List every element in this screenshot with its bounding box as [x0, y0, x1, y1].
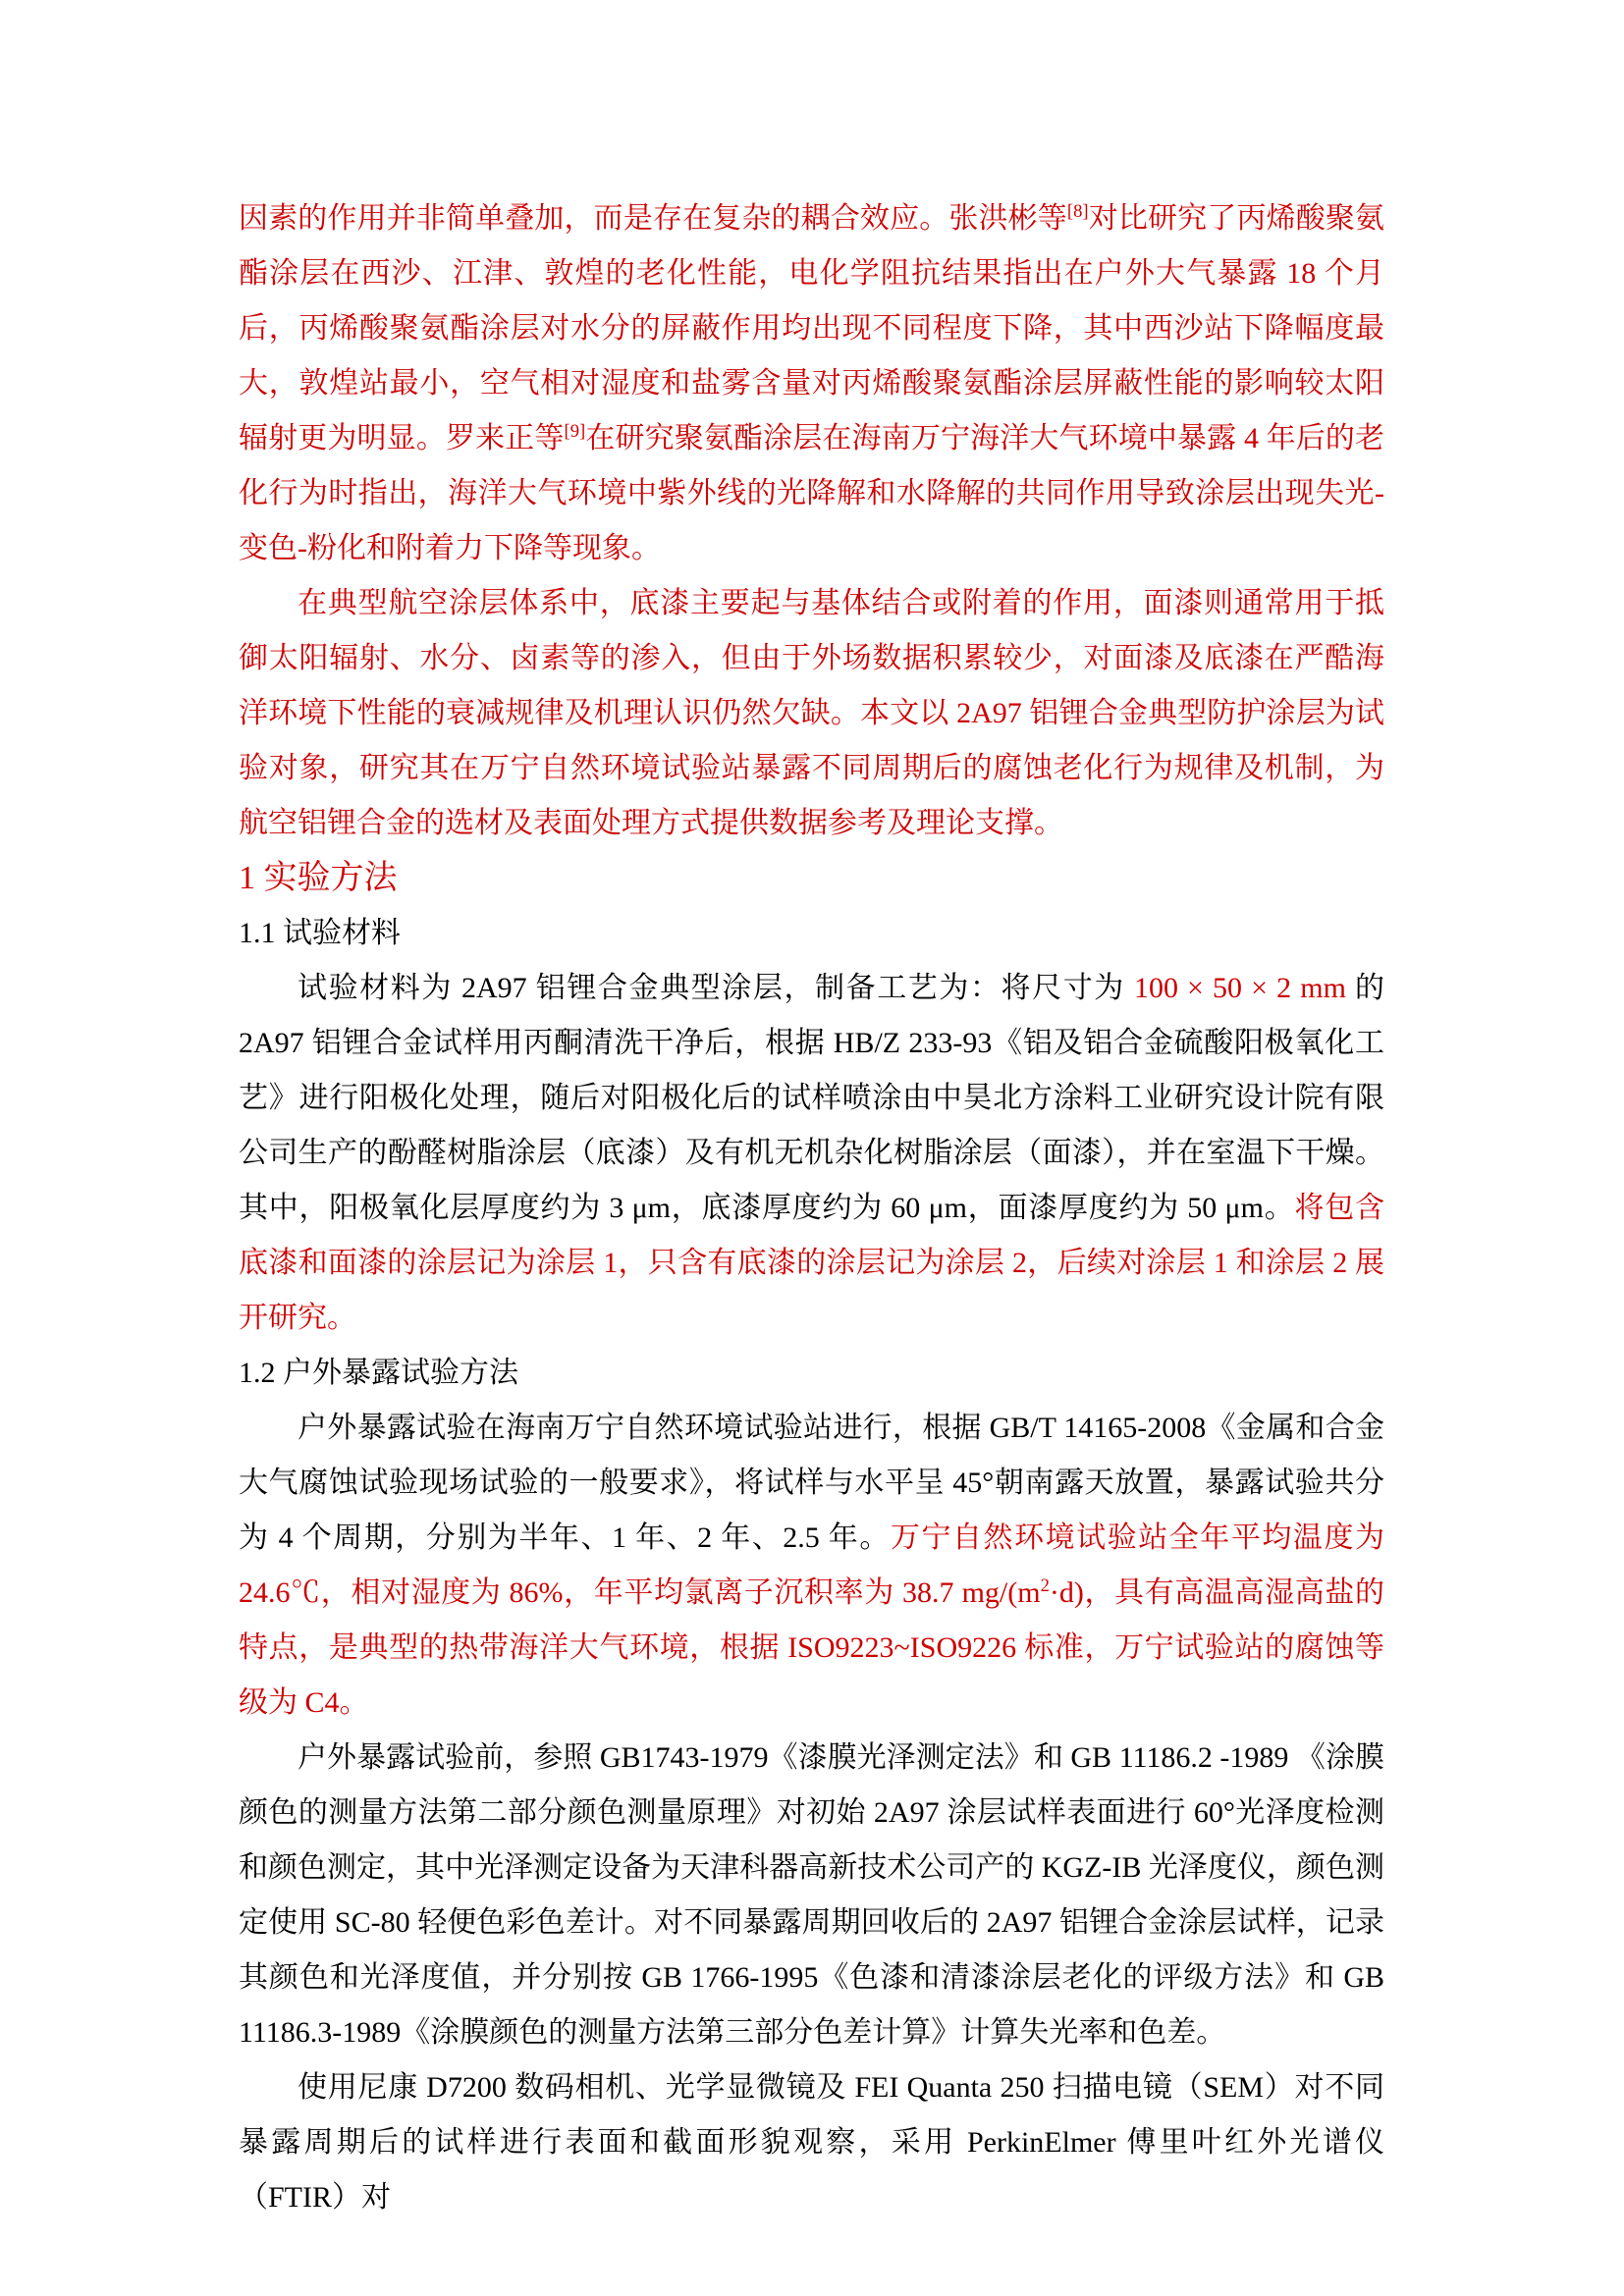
text-run: 1.1 试验材料 — [239, 917, 401, 949]
text-run: 将包含底漆和面漆的涂层记为涂层 1，只含有底漆的涂层记为涂层 2，后续对涂层 1 和涂层 2 展开研究。 — [239, 1192, 1384, 1334]
text-run: 户外暴露试验在海南万宁自然环境试验站进行，根据 GB/T 14165-2008《金属和合金大气腐蚀试验现场试验的一般要求》，将试样与水平呈 45°朝南露天放置，暴露试验共分为 4 个周期，分别为半年、1 年、2 年、2.5 年。 — [239, 1412, 1384, 1554]
subsection-heading-outdoor-exposure-method — [239, 1346, 1384, 1401]
paragraph-morphology-instruments — [239, 2060, 1384, 2225]
text-run: 对比研究了丙烯酸聚氨酯涂层在西沙、江津、敦煌的老化性能，电化学阻抗结果指出在户外大气暴露 18 个月后，丙烯酸聚氨酯涂层对水分的屏蔽作用均出现不同程度下降，其中西沙站下降幅度最大，敦煌站最小，空气相对湿度和盐雾含量对丙烯酸聚氨酯涂层屏蔽性能的影响较太阳辐射更为明显。罗来正等 — [239, 202, 1385, 454]
paragraph-gloss-color-measurement — [239, 1731, 1384, 2060]
text-run: ·d)，具有高温高湿高盐的特点，是典型的热带海洋大气环境，根据 ISO9223~ISO9226 标准，万宁试验站的腐蚀等级为 C4。 — [239, 1576, 1384, 1719]
text-run: 万宁自然环境试验站全年平均温度为 24.6℃，相对湿度为 86%，年平均氯离子沉积率为 38.7 mg/(m — [239, 1522, 1385, 1609]
text-run: 试验材料为 2A97 铝锂合金典型涂层，制备工艺为：将尺寸为 — [298, 972, 1134, 1004]
paragraph-exposure-site — [239, 1401, 1384, 1731]
text-run: 1.2 户外暴露试验方法 — [239, 1357, 518, 1389]
text-run: 使用尼康 D7200 数码相机、光学显微镜及 FEI Quanta 250 扫描电镜（SEM）对不同暴露周期后的试样进行表面和截面形貌观察，采用 PerkinElmer 傅里叶红外光谱仪（FTIR）对 — [239, 2071, 1385, 2214]
document-content — [239, 191, 1384, 2225]
section-heading-experimental-methods — [239, 851, 1384, 906]
subsection-heading-test-materials — [239, 906, 1384, 961]
text-run: 100 × 50 × 2 mm — [1133, 972, 1346, 1004]
text-run: 1 实验方法 — [239, 860, 398, 896]
text-run: 在研究聚氨酯涂层在海南万宁海洋大气环境中暴露 4 年后的老化行为时指出，海洋大气环境中紫外线的光降解和水降解的共同作用导致涂层出现失光-变色-粉化和附着力下降等现象。 — [239, 422, 1385, 564]
superscript-reference: [8] — [1066, 201, 1089, 222]
superscript-reference: 2 — [1040, 1575, 1050, 1596]
superscript-reference: [9] — [564, 421, 586, 442]
text-run: 在典型航空涂层体系中，底漆主要起与基体结合或附着的作用，面漆则通常用于抵御太阳辐射、水分、卤素等的渗入，但由于外场数据积累较少，对面漆及底漆在严酷海洋环境下性能的衰减规律及机理认识仍然欠缺。本文以 2A97 铝锂合金典型防护涂层为试验对象，研究其在万宁自然环境试验站暴露不同周期后的腐蚀老化行为规律及机制，为航空铝锂合金的选材及表面处理方式提供数据参考及理论支撑。 — [239, 587, 1384, 839]
paragraph-research-purpose — [239, 576, 1384, 851]
text-run: 的 2A97 铝锂合金试样用丙酮清洗干净后，根据 HB/Z 233-93《铝及铝合金硫酸阳极氧化工艺》进行阳极化处理，随后对阳极化后的试样喷涂由中昊北方涂料工业研究设计院有限公司生产的酚醛树脂涂层（底漆）及有机无机杂化树脂涂层（面漆），并在室温下干燥。其中，阳极氧化层厚度约为 3 μm，底漆厚度约为 60 μm，面漆厚度约为 50 μm。 — [239, 972, 1384, 1224]
paragraph-test-materials — [239, 961, 1384, 1346]
paragraph-literature-review — [239, 191, 1384, 576]
text-run: 户外暴露试验前，参照 GB1743-1979《漆膜光泽测定法》和 GB 11186.2 -1989 《涂膜颜色的测量方法第二部分颜色测量原理》对初始 2A97 涂层试样表面进行 60°光泽度检测和颜色测定，其中光泽测定设备为天津科器高新技术公司产的 KGZ-IB 光泽度仪，颜色测定使用 SC-80 轻便色彩色差计。对不同暴露周期回收后的 2A97 铝锂合金涂层试样，记录其颜色和光泽度值，并分别按 GB 1766-1995《色漆和清漆涂层老化的评级方法》和 GB 11186.3-1989《涂膜颜色的测量方法第三部分色差计算》计算失光率和色差。 — [239, 1741, 1384, 2049]
text-run: 因素的作用并非简单叠加，而是存在复杂的耦合效应。张洪彬等 — [239, 202, 1067, 235]
